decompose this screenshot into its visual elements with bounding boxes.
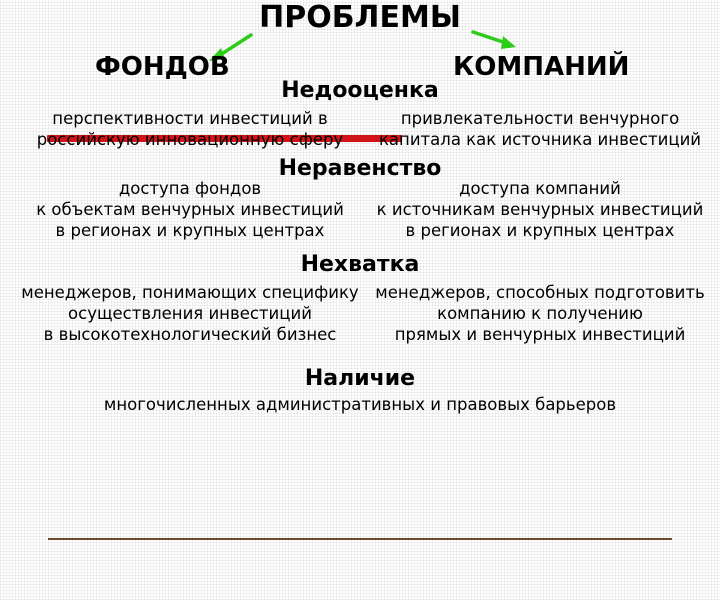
section-heading-presence: Наличие <box>304 366 416 391</box>
arrow-right-icon <box>470 28 520 52</box>
undervaluation-funds-text <box>10 108 370 150</box>
text-line: в высокотехнологический бизнес <box>43 325 337 344</box>
text-line: к источникам венчурных инвестиций <box>376 200 704 219</box>
presence-text <box>60 394 660 415</box>
section-heading-shortage: Нехватка <box>300 252 420 277</box>
text-line: перспективности инвестиций в <box>52 109 328 128</box>
text-line: российскую инновационную сферу <box>36 130 344 149</box>
text-line: осуществления инвестиций <box>68 304 312 323</box>
text-line: доступа фондов <box>118 179 262 198</box>
shortage-companies-text <box>370 282 710 345</box>
text-line: многочисленных административных и правовых барьеров <box>103 395 617 414</box>
text-line: капитала как источника инвестиций <box>378 130 702 149</box>
text-line: компанию к получению <box>437 304 643 323</box>
bottom-rule <box>48 538 672 540</box>
funds-heading: ФОНДОВ <box>95 52 230 82</box>
text-line: в регионах и крупных центрах <box>405 221 675 240</box>
text-line: доступа компаний <box>459 179 621 198</box>
text-line: прямых и венчурных инвестиций <box>394 325 686 344</box>
text-line: привлекательности венчурного <box>400 109 680 128</box>
shortage-funds-text <box>10 282 370 345</box>
inequality-companies-text <box>370 178 710 241</box>
inequality-funds-text <box>10 178 370 241</box>
text-line: в регионах и крупных центрах <box>55 221 325 240</box>
page-title: ПРОБЛЕМЫ <box>259 0 461 35</box>
section-heading-inequality: Неравенство <box>278 156 442 181</box>
section-heading-undervaluation: Недооценка <box>281 78 439 103</box>
text-line: менеджеров, способных подготовить <box>375 283 705 302</box>
text-line: к объектам венчурных инвестиций <box>36 200 344 219</box>
text-line: менеджеров, понимающих специфику <box>21 283 359 302</box>
undervaluation-companies-text <box>370 108 710 150</box>
companies-heading: КОМПАНИЙ <box>453 52 630 82</box>
